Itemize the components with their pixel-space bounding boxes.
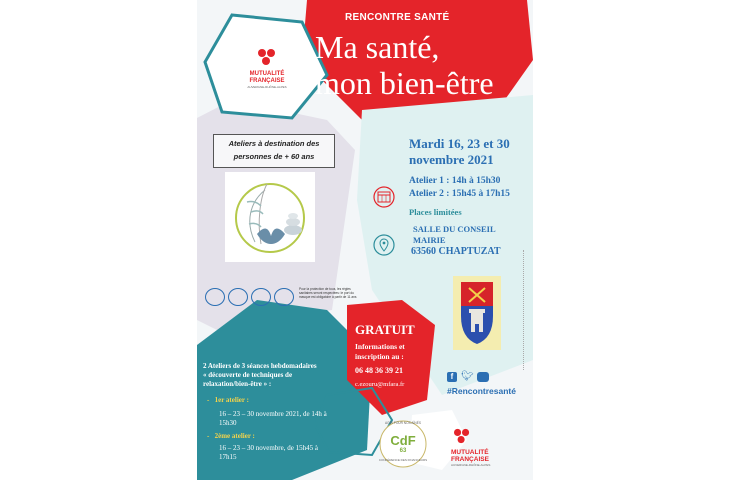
- hashtag[interactable]: #Rencontresanté: [447, 386, 516, 396]
- workshop1-label: - 1er atelier :: [207, 396, 249, 404]
- location-icon: [373, 234, 395, 256]
- cdf-top: AGIR POUR NOS AÎNÉS: [385, 421, 421, 425]
- venue-line1: SALLE DU CONSEIL: [413, 224, 496, 234]
- description-line1: 2 Ateliers de 3 séances hebdomadaires: [203, 362, 317, 370]
- dates-line2: novembre 2021: [409, 152, 494, 167]
- workshop2-line1: 16 – 23 – 30 novembre, de 15h45 à: [219, 444, 318, 452]
- mutualite-logo-bottom: [451, 428, 521, 467]
- audience-box: [213, 134, 335, 168]
- workshop2-line2: 17h15: [219, 453, 237, 461]
- facebook-icon[interactable]: f: [447, 372, 457, 382]
- poster: [197, 0, 533, 480]
- logo-bottom-sub: AUVERGNE-RHÔNE-ALPES: [451, 463, 491, 467]
- sanitary-line3: masque est obligatoire à partir de 11 ans: [299, 295, 357, 300]
- zen-illustration-icon: [225, 172, 315, 262]
- workshop1-details: [219, 410, 327, 428]
- cdf-badge: [377, 418, 429, 470]
- calendar-icon: [373, 186, 395, 208]
- venue-line2: MAIRIE: [413, 235, 446, 245]
- sanitary-text: [299, 287, 357, 300]
- cdf-initials: CdF: [390, 433, 416, 448]
- cdf-bottom: CONFÉRENCE DES FINANCEURS: [378, 458, 428, 462]
- workshop2-label-text: 2ème atelier :: [214, 432, 255, 440]
- venue-line3: 63560 CHAPTUZAT: [411, 246, 501, 257]
- gratuit-info2: inscription au :: [355, 352, 404, 361]
- gratuit-title: GRATUIT: [355, 322, 415, 337]
- gratuit-phone[interactable]: 06 48 36 39 21: [355, 366, 403, 375]
- sanitary-line2: sanitaires seront respectées: le port du: [299, 291, 354, 296]
- sanitary-icons: [205, 288, 295, 306]
- workshop1-line2: 15h30: [219, 419, 237, 427]
- sanitary-line1: Pour la protection de tous, les règles: [299, 287, 351, 291]
- social-icons: [447, 372, 489, 382]
- logo-sub: AUVERGNE-RHÔNE-ALPES: [247, 85, 287, 89]
- youtube-icon[interactable]: [477, 372, 489, 382]
- coat-of-arms-icon: [453, 276, 501, 350]
- logo-bottom-name: MUTUALITÉ: [451, 449, 489, 456]
- gratuit-email[interactable]: c.ezouru@mfara.fr: [355, 381, 405, 388]
- logo-name: MUTUALITÉ: [249, 71, 285, 77]
- description-line2: « découverte de techniques de: [203, 371, 293, 379]
- workshop1-label-text: 1er atelier :: [214, 396, 249, 404]
- hand-wash-icon: [205, 288, 225, 306]
- places-limitees: Places limitées: [409, 207, 462, 217]
- relaxation-image: [225, 172, 315, 262]
- logo-hexagons-icon: [256, 48, 278, 66]
- logo-bottom-hexagons-icon: [451, 428, 473, 444]
- twitter-icon[interactable]: 🐦︎: [461, 371, 474, 382]
- audience-line2: personnes de + 60 ans: [233, 152, 315, 161]
- title-line2: mon bien-être: [315, 65, 494, 101]
- logo-name2: FRANÇAISE: [249, 78, 285, 84]
- audience-line1: Ateliers à destination des: [228, 139, 320, 148]
- title-line1: Ma santé,: [315, 29, 440, 65]
- gel-icon: [228, 288, 248, 306]
- header-label: RENCONTRE SANTÉ: [345, 12, 450, 23]
- vertical-credits: [523, 250, 530, 370]
- workshop1-line1: 16 – 23 – 30 novembre 2021, de 14h à: [219, 410, 327, 418]
- gratuit-info1: Informations et: [355, 342, 405, 351]
- cdf-number: 63: [399, 448, 407, 454]
- coat-of-arms: [453, 276, 501, 350]
- atelier1: Atelier 1 : 14h à 15h30: [409, 176, 501, 186]
- description: [203, 362, 353, 389]
- workshop2-label: - 2ème atelier :: [207, 432, 255, 440]
- description-line3: relaxation/bien-être » :: [203, 380, 272, 388]
- logo-bottom-name2: FRANÇAISE: [451, 456, 489, 463]
- dates-line1: Mardi 16, 23 et 30: [409, 136, 510, 151]
- atelier2: Atelier 2 : 15h45 à 17h15: [409, 189, 510, 199]
- distance-icon: [274, 288, 294, 306]
- workshop2-details: [219, 444, 318, 462]
- mutualite-logo: [237, 48, 297, 89]
- mask-icon: [251, 288, 271, 306]
